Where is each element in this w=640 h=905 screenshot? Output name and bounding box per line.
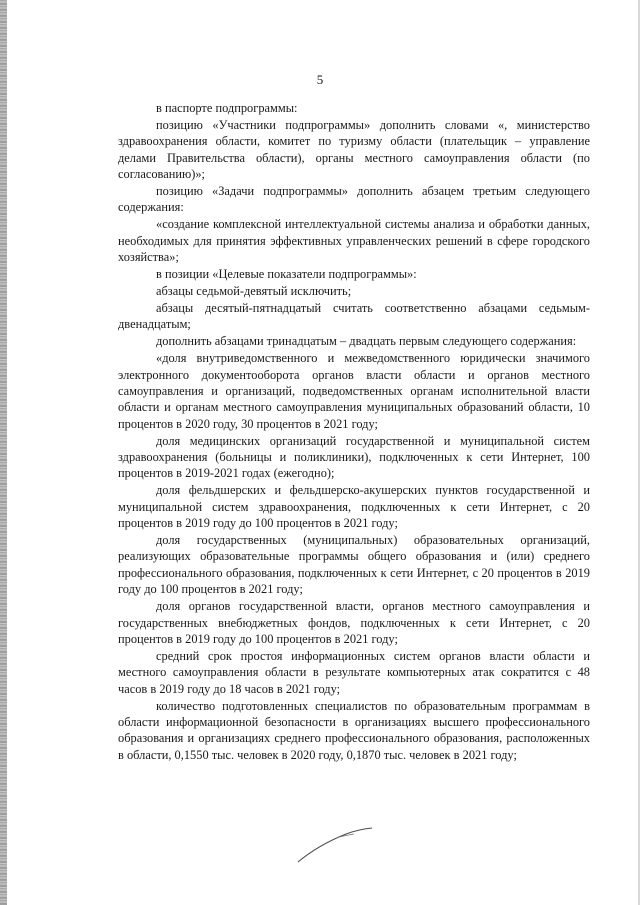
- signature-mark: [296, 826, 376, 866]
- paragraph: «доля внутриведомственного и межведомственного юридически значимого электронного документооборота органов власти области и органов местного самоуправления и организаций, подведомственных органам исполнительной власти области и органам местного самоуправления муниципальных образований области, 10 процентов в 2020 году, 30 процентов в 2021 году;: [118, 351, 590, 431]
- paragraph: дополнить абзацами тринадцатым – двадцать первым следующего содержания:: [156, 334, 577, 349]
- paragraph: в позиции «Целевые показатели подпрограммы»:: [156, 267, 417, 282]
- document-body: [118, 100, 590, 764]
- paragraph: доля медицинских организаций государственной и муниципальной систем здравоохранения (больницы и поликлиники), подключенных к сети Интернет, 100 процентов в 2019-2021 годах (ежегодно);: [118, 433, 590, 481]
- paragraph: «создание комплексной интеллектуальной системы анализа и обработки данных, необходимых для принятия эффективных управленческих решений в сфере городского хозяйства»;: [118, 217, 590, 265]
- paragraph: позицию «Задачи подпрограммы» дополнить абзацем третьим следующего содержания:: [118, 184, 590, 215]
- paragraph: абзацы седьмой-девятый исключить;: [156, 283, 352, 298]
- paragraph: количество подготовленных специалистов по образовательным программам в области информационной безопасности в организациях высшего профессионального образования и организациях среднего профессионального образования, расположенных в области, 0,1550 тыс. человек в 2020 году, 0,1870 тыс. человек в 2021 году;: [118, 698, 590, 762]
- paragraph: абзацы десятый-пятнадцатый считать соответственно абзацами седьмым-двенадцатым;: [118, 300, 590, 332]
- paragraph: в паспорте подпрограммы:: [156, 101, 298, 115]
- paragraph: средний срок простоя информационных систем органов власти области и местного самоуправления области в результате компьютерных атак сократится с 48 часов в 2019 году до 18 часов в 2021 году;: [118, 648, 590, 696]
- paragraph: позицию «Участники подпрограммы» дополнить словами «, министерство здравоохранения области, комитет по туризму области (плательщик – управление делами Правительства области), органы местного самоуправления области (по согласованию)»;: [118, 117, 590, 182]
- paragraph: доля органов государственной власти, органов местного самоуправления и государственных внебюджетных фондов, подключенных к сети Интернет, с 20 процентов в 2019 году до 100 процентов в 2021 году;: [118, 599, 590, 646]
- page-number: 5: [316, 72, 324, 87]
- paragraph: доля фельдшерских и фельдшерско-акушерских пунктов государственной и муниципальной систем здравоохранения, подключенных к сети Интернет, с 20 процентов в 2019 году до 100 процентов в 2021 году;: [118, 483, 590, 531]
- paragraph: доля государственных (муниципальных) образовательных организаций, реализующих образовательные программы общего образования и (или) среднего профессионального образования, подключенных к сети Интернет, с 20 процентов в 2019 году до 100 процентов в 2021 году;: [118, 533, 590, 597]
- scan-edge-left: [0, 0, 7, 905]
